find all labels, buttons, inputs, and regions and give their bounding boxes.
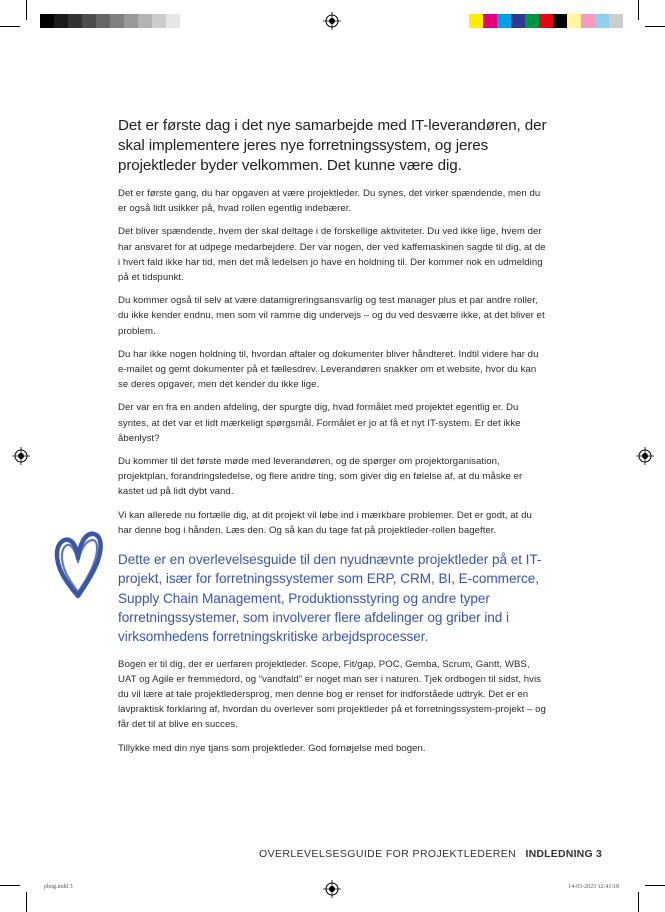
chapter-page-number: INDLEDNING 3 xyxy=(525,848,602,860)
slug-timestamp: 14-03-2023 12:41:18 xyxy=(568,884,619,890)
process-color-bar xyxy=(469,14,623,28)
color-swatch xyxy=(595,14,609,28)
color-swatch xyxy=(539,14,553,28)
color-swatch xyxy=(469,14,483,28)
color-swatch xyxy=(82,14,96,28)
crop-mark xyxy=(645,26,665,27)
color-swatch xyxy=(180,14,194,28)
color-swatch xyxy=(511,14,525,28)
color-swatch xyxy=(124,14,138,28)
body-paragraph: Du kommer også til selv at være datamigreringsansvarlig og test manager plus et par andre roller, du ikke kender endnu, men som vil ramme dig undervejs – og du ved desværre ikke, at det bliver et problem. xyxy=(118,295,545,337)
registration-mark-icon xyxy=(12,447,30,465)
color-swatch xyxy=(40,14,54,28)
color-swatch xyxy=(525,14,539,28)
grayscale-color-bar xyxy=(40,14,194,28)
heart-icon xyxy=(52,522,104,602)
color-swatch xyxy=(138,14,152,28)
book-title: OVERLEVELSESGUIDE FOR PROJEKTLEDEREN xyxy=(259,848,517,860)
color-swatch xyxy=(483,14,497,28)
slug-file-name: pbog.indd 3 xyxy=(44,884,73,890)
highlight-paragraph: Dette er en overlevelsesguide til den nyudnævnte projektleder på et IT-projekt, især for forretningssystemer som ERP, CRM, BI, E-commerce, Supply Chain Management, Produktionsstyring og andre typer forretningssystemer, som involverer flere afdelinger og griber ind i virksomhedens forretningskritiske arbejdsprocesser. xyxy=(118,552,542,645)
color-swatch xyxy=(166,14,180,28)
body-paragraph: Tillykke med din nye tjans som projektleder. God fornøjelse med bogen. xyxy=(118,742,426,754)
color-swatch xyxy=(54,14,68,28)
body-paragraph: Det er første gang, du har opgaven at være projektleder. Du synes, det virker spændende, men du er også lidt usikker på, hvad rollen egentlig indebærer. xyxy=(118,188,541,215)
crop-mark xyxy=(638,892,639,912)
color-swatch xyxy=(497,14,511,28)
body-paragraph: Der var en fra en anden afdeling, der spurgte dig, hvad formålet med projektet egentlig er. Du syntes, at det var et lidt mærkeligt spørgsmål. Formålet er jo at få et nyt IT-system. Er det ikke åbenlyst? xyxy=(118,402,521,444)
main-text-column xyxy=(118,116,548,764)
color-swatch xyxy=(581,14,595,28)
lead-paragraph: Det er første dag i det nye samarbejde med IT-leverandøren, der skal implementere jeres nye forretningssystem, og jeres projektleder byder velkommen. Det kunne være dig. xyxy=(118,117,547,174)
crop-mark xyxy=(26,0,27,20)
body-paragraph: Vi kan allerede nu fortælle dig, at dit projekt vil løbe ind i mærkbare problemer. Det er godt, at du har denne bog i hånden. Læs den. Og så kan du tage fat på projektleder-rollen bagefter. xyxy=(118,509,532,536)
body-paragraph: Bogen er til dig, der er uerfaren projektleder. Scope, Fit/gap, POC, Gemba, Scrum, Gantt, WBS, UAT og Agile er fremmedord, og “vandfald” er noget man ser i naturen. Tjek ordbogen til sidst, hvis du vil lære at tale projektledersprog, men denne bog er renset for indforståede udtryk. Det er en lavpraktisk forklaring af, hvordan du overlever som projektleder på et forretningssystem-projekt – og får det til at blive en succes. xyxy=(118,658,546,731)
color-swatch xyxy=(96,14,110,28)
color-swatch xyxy=(553,14,567,28)
crop-mark xyxy=(638,0,639,20)
color-swatch xyxy=(567,14,581,28)
body-paragraph: Du kommer til det første møde med leverandøren, og de spørger om projektorganisation, projektplan, forandringsledelse, og flere andre ting, som giver dig en følelse af, at du måske er kastet ud på lidt dybt vand. xyxy=(118,456,523,498)
color-swatch xyxy=(609,14,623,28)
registration-mark-icon xyxy=(323,880,341,898)
registration-mark-icon xyxy=(323,12,341,30)
registration-mark-icon xyxy=(636,447,654,465)
crop-mark xyxy=(0,885,20,886)
crop-mark xyxy=(0,26,20,27)
body-paragraph: Det bliver spændende, hvem der skal deltage i de forskellige aktiviteter. Du ved ikke lige, hvem der har ansvaret for at udpege medarbejdere. Der var nogen, der ved kaffemaskinen sagde til dig, at de i hvert fald ikke har tid, men det må ledelsen jo have en holdning til. Der kommer nok en udmelding på et tidspunkt. xyxy=(118,226,546,284)
color-swatch xyxy=(152,14,166,28)
crop-mark xyxy=(645,885,665,886)
crop-mark xyxy=(26,892,27,912)
body-paragraph: Du har ikke nogen holdning til, hvordan aftaler og dokumenter bliver håndteret. Indtil videre har du e-mailet og gemt dokumenter på et fællesdrev. Leverandøren snakker om et website, hvor du kan se deres opgaver, men det kender du ikke lige. xyxy=(118,348,539,391)
color-swatch xyxy=(110,14,124,28)
color-swatch xyxy=(68,14,82,28)
running-footer xyxy=(259,848,602,860)
